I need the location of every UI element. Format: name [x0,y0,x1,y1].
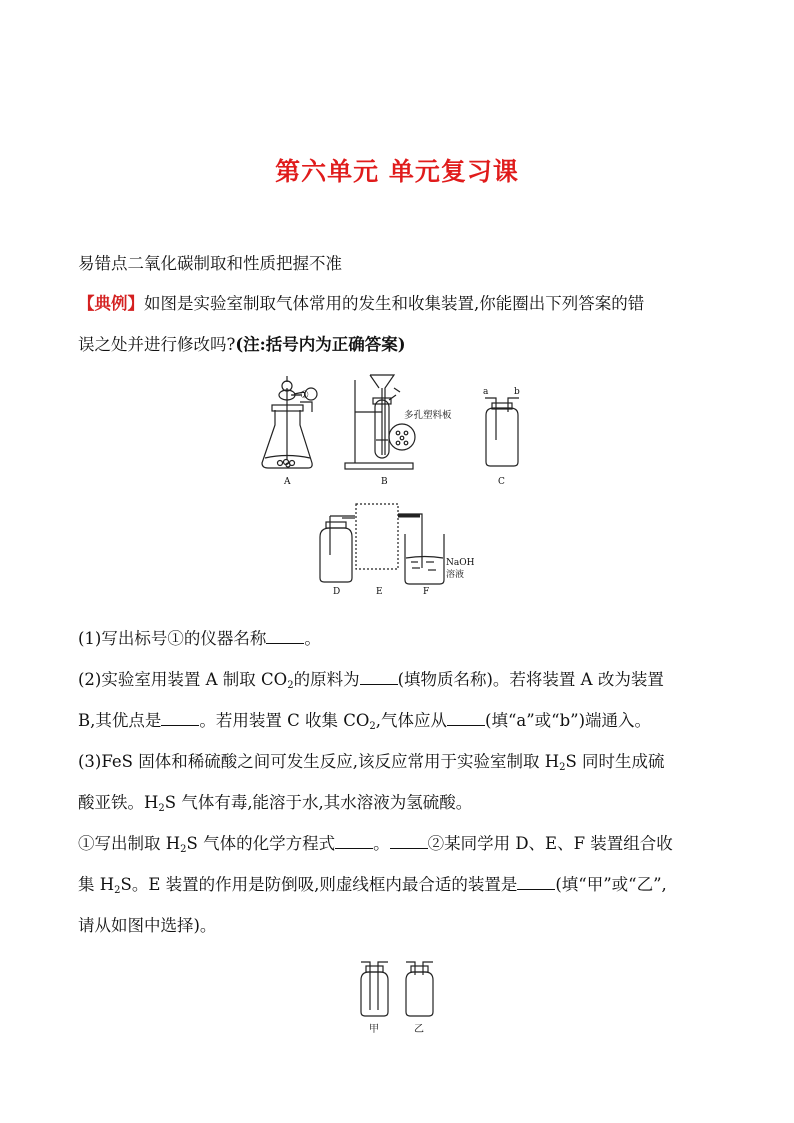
label-c: C [498,477,505,487]
q3-sub-1: 2 [559,762,566,773]
q2-sub-co2: 2 [287,680,294,691]
port-b-label: b [514,387,520,397]
q3-text-b: S 同时生成硫 [565,752,665,771]
example-note: (注:括号内为正确答案) [235,335,406,354]
label-e: E [376,587,383,597]
label-d: D [333,587,341,597]
solution-label: 溶液 [446,570,465,580]
q2-text-a: (2)实验室用装置 A 制取 CO [78,670,288,689]
label-jia: 甲 [369,1024,379,1035]
q3-text-d: S 气体有毒,能溶于水,其水溶液为氢硫酸。 [164,793,473,812]
example-text-1: 如图是实验室制取气体常用的发生和收集装置,你能圈出下列答案的错 [144,294,645,313]
label-f: F [423,587,430,597]
q1-text: (1)写出标号①的仪器名称 [78,629,267,648]
q3-sub-3: 2 [180,844,187,855]
q2-text-d: B,其优点是 [78,711,162,730]
q3-sub-4: 2 [114,885,121,896]
q3-text-i: 集 H [78,875,115,894]
bottle-yi [406,962,433,1016]
naoh-label: NaOH [446,558,475,568]
port-a-label: a [483,387,489,397]
q3-text-g: 。 [373,834,390,853]
q3-text-f: S 气体的化学方程式 [186,834,336,853]
q2-text-b: 的原料为 [293,670,360,689]
q3-text-a: (3)FeS 固体和稀硫酸之间可发生反应,该反应常用于实验室制取 H [78,752,560,771]
q3-text-c: 酸亚铁。H [78,793,159,812]
q2-text-c: (填物质名称)。若将装置 A 改为装置 [397,670,664,689]
bottle-jia [361,962,388,1016]
q3-text-e: ①写出制取 H [78,834,181,853]
question-3-line-5: 请从如图中选择)。 [78,916,217,935]
porous-plate-label: 多孔塑料板 [404,410,452,421]
q1-end: 。 [304,629,321,648]
q2-text-e: 。若用装置 C 收集 CO [199,711,370,730]
q3-sub-2: 2 [158,803,165,814]
label-b: B [381,477,388,487]
q2-text-f: ,气体应从 [375,711,448,730]
label-a: A [284,477,291,487]
q3-text-h: ②某同学用 D、E、F 装置组合收 [427,834,673,853]
q3-text-k: (填“甲”或“乙”, [555,875,667,894]
page-title: 第六单元 单元复习课 [275,157,519,186]
q2-text-g: (填“a”或“b”)端通入。 [485,711,652,730]
q3-text-j: S。E 装置的作用是防倒吸,则虚线框内最合适的装置是 [120,875,518,894]
q2-sub-co2-2: 2 [369,721,376,732]
example-text-2: 误之处并进行修改吗? [78,335,236,354]
intro-line: 易错点二氧化碳制取和性质把握不准 [78,254,342,273]
label-yi: 乙 [414,1024,424,1035]
circle-mark-1: ① [300,390,309,401]
example-tag: 【典例】 [78,294,144,313]
